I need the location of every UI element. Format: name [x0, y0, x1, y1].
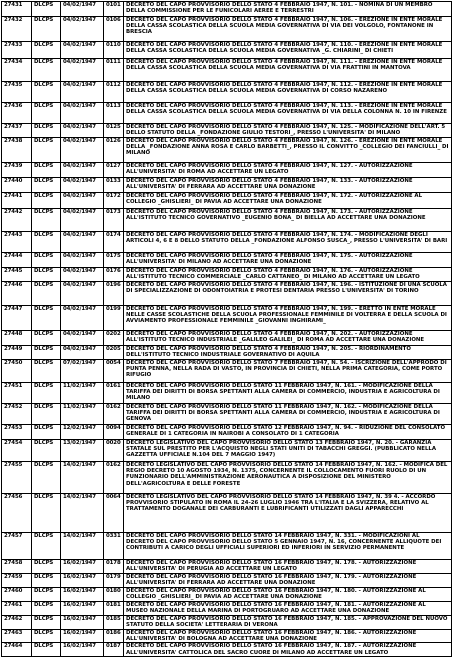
- act-date-cell: 04/02/1947: [61, 103, 104, 124]
- act-type-cell: DLCPS: [32, 425, 61, 440]
- act-date-cell: 04/02/1947: [61, 2, 104, 17]
- record-number-cell: 27454: [2, 440, 32, 462]
- table-row: [2, 282, 452, 306]
- act-number-cell: 0174: [104, 232, 124, 253]
- record-number-cell: 27464: [2, 643, 32, 657]
- record-number-cell: 27437: [2, 124, 32, 138]
- record-number-cell: 27436: [2, 103, 32, 124]
- table-row: [2, 232, 452, 253]
- act-description-cell: DECRETO LEGISLATIVO DEL CAPO PROVVISORIO DELLO STATO 14 FEBBRAIO 1947, N. 162. - MODIFICA DEL REGIO DECRETO 10 AGOSTO 1934, N. 1375, CONCERNENTE IL COLLOCAMENTO FUORI RUOLO DI UN FUNZIONARIO DELL'AMMINISTRAZIONE AERONAUTICA A DISPOSIZIONE DEL MINISTERO DELL'AGRICOLTURA E DELLE FORESTE: [124, 462, 452, 494]
- act-description-cell: DECRETO LEGISLATIVO DEL CAPO PROVVISORIO DELLO STATO 14 FEBBRAIO 1947, N. 39 4. - ACCORDO PROVVISORIO STIPULATO IN ROMA IL 24-26 LUGLIO 1946 TRA L'ITALIA E LA SVIZZERA, RELATIVO AL TRATTAMENTO DOGANALE DEI CARBURANTI E LUBRIFICANTI UTILIZZATI DAGLI APPARECCHI: [124, 494, 452, 533]
- act-type-cell: DLCPS: [32, 253, 61, 268]
- act-type-cell: DLCPS: [32, 103, 61, 124]
- act-date-cell: 04/02/1947: [61, 42, 104, 59]
- act-description-cell: DECRETO DEL CAPO PROVVISORIO DELLO STATO 4 FEBBRAIO 1947, N. 113. - EREZIONE IN ENTE MORALE DELLA CASSA SCOLASTICA DELLA SCUOLA MEDIA GOVERNATIVA DI VIA DELLA COLONNA N. 10 IN FIRENZE: [124, 103, 452, 124]
- act-number-cell: 0110: [104, 42, 124, 59]
- act-date-cell: 11/02/1947: [61, 404, 104, 425]
- act-description-cell: DECRETO DEL CAPO PROVVISORIO DELLO STATO 16 FEBBRAIO 1947, N. 186. - AUTORIZZAZIONE ALL'UNIVERSITA' DI BOLOGNA AD ACCETTARE UNA DONAZIONE: [124, 630, 452, 643]
- act-number-cell: 0125: [104, 124, 124, 138]
- table-row: [2, 209, 452, 232]
- record-number-cell: 27456: [2, 494, 32, 533]
- record-number-cell: 27451: [2, 383, 32, 404]
- record-number-cell: 27435: [2, 82, 32, 103]
- act-date-cell: 14/02/1947: [61, 494, 104, 533]
- table-row: [2, 494, 452, 533]
- act-description-cell: DECRETO DEL CAPO PROVVISORIO DELLO STATO 4 FEBBRAIO 1947, N. 101. - NOMINA DI UN MEMBRO DELLA COMMISSIONE PER LE FUNICOLARI AEREE E TERRESTRI: [124, 2, 452, 17]
- record-number-cell: 27440: [2, 178, 32, 193]
- act-date-cell: 04/02/1947: [61, 124, 104, 138]
- act-type-cell: DLCPS: [32, 59, 61, 82]
- table-row: [2, 138, 452, 163]
- act-description-cell: DECRETO DEL CAPO PROVVISORIO DELLO STATO 16 FEBBRAIO 1947, N. 181. - AUTORIZZAZIONE AL MUSEO NAZIONALE DELLA MARINA DI PORTOGRUARO AD ACCETTARE UNA DONAZIONE: [124, 602, 452, 616]
- act-type-cell: DLCPS: [32, 306, 61, 331]
- record-number-cell: 27461: [2, 602, 32, 616]
- act-type-cell: DLCPS: [32, 282, 61, 306]
- act-date-cell: 04/02/1947: [61, 178, 104, 193]
- act-type-cell: DLCPS: [32, 82, 61, 103]
- act-number-cell: 0175: [104, 253, 124, 268]
- act-type-cell: DLCPS: [32, 404, 61, 425]
- act-description-cell: DECRETO DEL CAPO PROVVISORIO DELLO STATO 4 FEBBRAIO 1947, N. 127. - AUTORIZZAZIONE ALL'UNIVERSITA' DI ROMA AD ACCETTARE UN LEGATO: [124, 163, 452, 178]
- table-row: [2, 643, 452, 657]
- act-number-cell: 0331: [104, 533, 124, 560]
- act-date-cell: 16/02/1947: [61, 643, 104, 657]
- act-description-cell: DECRETO DEL CAPO PROVVISORIO DELLO STATO 4 FEBBRAIO 1947, N. 175. - AUTORIZZAZIONE ALL'UNIVERSITA' DI MILANO AD ACCETTARE UNA DONAZIONE: [124, 253, 452, 268]
- record-number-cell: 27463: [2, 630, 32, 643]
- act-number-cell: 0106: [104, 17, 124, 42]
- record-number-cell: 27444: [2, 253, 32, 268]
- act-type-cell: DLCPS: [32, 346, 61, 360]
- act-type-cell: DLCPS: [32, 193, 61, 209]
- act-number-cell: 0054: [104, 360, 124, 383]
- act-description-cell: DECRETO DEL CAPO PROVVISORIO DELLO STATO 4 FEBBRAIO 1947, N. 110. - EREZIONE IN ENTE MORALE DELLA CASSA SCOLASTICA DELLA SCUOLA MEDIA GOVERNATIVA _G. CHIARINI_ DI CHIETI: [124, 42, 452, 59]
- record-number-cell: 27438: [2, 138, 32, 163]
- act-date-cell: 16/02/1947: [61, 630, 104, 643]
- table-row: [2, 560, 452, 574]
- act-type-cell: DLCPS: [32, 560, 61, 574]
- act-type-cell: DLCPS: [32, 462, 61, 494]
- registry-body: [2, 2, 452, 657]
- act-number-cell: 0199: [104, 306, 124, 331]
- act-description-cell: DECRETO DEL CAPO PROVVISORIO DELLO STATO 4 FEBBRAIO 1947, N. 172. - AUTORIZZAZIONE AL COLLEGIO _GHISLIERI_ DI PAVIA AD ACCETTARE UNA DONAZIONE: [124, 193, 452, 209]
- decree-registry-table: [1, 1, 452, 657]
- table-row: [2, 268, 452, 282]
- act-description-cell: DECRETO DEL CAPO PROVVISORIO DELLO STATO 12 FEBBRAIO 1947, N. 94. - RIDUZIONE DEL CONSOLATO GENERALE DI 1 CATEGORIA IN NAIROBI A CONSOLATO DI 1 CATEGORIA: [124, 425, 452, 440]
- act-description-cell: DECRETO DEL CAPO PROVVISORIO DELLO STATO 16 FEBBRAIO 1947, N. 178. - AUTORIZZAZIONE ALL'UNIVERSITA' DI PERUGIA AD ACCETTARE UN LEGATO: [124, 560, 452, 574]
- record-number-cell: 27457: [2, 533, 32, 560]
- act-type-cell: DLCPS: [32, 494, 61, 533]
- act-date-cell: 16/02/1947: [61, 588, 104, 602]
- record-number-cell: 27442: [2, 209, 32, 232]
- table-row: [2, 2, 452, 17]
- act-type-cell: DLCPS: [32, 630, 61, 643]
- act-date-cell: 04/02/1947: [61, 59, 104, 82]
- act-date-cell: 04/02/1947: [61, 193, 104, 209]
- act-description-cell: DECRETO DEL CAPO PROVVISORIO DELLO STATO 11 FEBBRAIO 1947, N. 162. - MODIFICAZIONE DELLA TARIFFA DEI DIRITTI DI BORSA SPETTANTI ALLA CAMERA DI COMMERCIO, INDUSTRIA E AGRICOLTURA DI GENOVA: [124, 404, 452, 425]
- act-number-cell: 0181: [104, 602, 124, 616]
- table-row: [2, 404, 452, 425]
- act-date-cell: 04/02/1947: [61, 209, 104, 232]
- act-date-cell: 04/02/1947: [61, 282, 104, 306]
- act-number-cell: 0094: [104, 425, 124, 440]
- act-type-cell: DLCPS: [32, 602, 61, 616]
- act-number-cell: 0176: [104, 268, 124, 282]
- act-number-cell: 0161: [104, 383, 124, 404]
- act-type-cell: DLCPS: [32, 163, 61, 178]
- act-type-cell: DLCPS: [32, 138, 61, 163]
- act-number-cell: 0113: [104, 103, 124, 124]
- act-date-cell: 16/02/1947: [61, 602, 104, 616]
- act-type-cell: DLCPS: [32, 616, 61, 630]
- act-date-cell: 11/02/1947: [61, 383, 104, 404]
- act-number-cell: 0180: [104, 588, 124, 602]
- act-number-cell: 0187: [104, 643, 124, 657]
- act-date-cell: 12/02/1947: [61, 425, 104, 440]
- act-number-cell: 0111: [104, 59, 124, 82]
- record-number-cell: 27445: [2, 268, 32, 282]
- record-number-cell: 27434: [2, 59, 32, 82]
- table-row: [2, 588, 452, 602]
- act-date-cell: 16/02/1947: [61, 560, 104, 574]
- table-row: [2, 425, 452, 440]
- act-description-cell: DECRETO DEL CAPO PROVVISORIO DELLO STATO 4 FEBBRAIO 1947, N. 202. - AUTORIZZAZIONE ALL'ISTITUTO TECNICO INDUSTRIALE _GALILEO GALILEI_ DI ROMA AD ACCETTARE UNA DONAZIONE: [124, 331, 452, 346]
- record-number-cell: 27431: [2, 2, 32, 17]
- act-type-cell: DLCPS: [32, 574, 61, 588]
- act-description-cell: DECRETO DEL CAPO PROVVISORIO DELLO STATO 4 FEBBRAIO 1947, N. 126. - EREZIONE IN ENTE MORALE DELLA _FONDAZIONE ANNA ROSA E CARLO BARBETTI_, PRESSO IL CONVITTO _COLLEGIO DEI FANCIULLI_ DI MILANO: [124, 138, 452, 163]
- table-row: [2, 383, 452, 404]
- act-date-cell: 04/02/1947: [61, 331, 104, 346]
- table-row: [2, 533, 452, 560]
- table-row: [2, 602, 452, 616]
- act-type-cell: DLCPS: [32, 643, 61, 657]
- table-row: [2, 462, 452, 494]
- act-date-cell: 04/02/1947: [61, 268, 104, 282]
- record-number-cell: 27459: [2, 574, 32, 588]
- act-type-cell: DLCPS: [32, 360, 61, 383]
- act-date-cell: 04/02/1947: [61, 163, 104, 178]
- act-description-cell: DECRETO DEL CAPO PROVVISORIO DELLO STATO 7 FEBBRAIO 1947, N. 54. - ISCRIZIONE DELL'APPRODO DI PUNTA PENNA, NELLA RADA DI VASTO, IN PROVINCIA DI CHIETI, NELLA PRIMA CATEGORIA, COME PORTO RIFUGIO: [124, 360, 452, 383]
- act-number-cell: 0126: [104, 138, 124, 163]
- act-number-cell: 0202: [104, 331, 124, 346]
- act-description-cell: DECRETO DEL CAPO PROVVISORIO DELLO STATO 4 FEBBRAIO 1947, N. 125. - MODIFICAZIONE DELL'ART. 5 DELLO STATUTO DELLA _FONDAZIONE GIULIO TESTORI_, PRESSO L'UNIVERSITA' DI MILANO: [124, 124, 452, 138]
- act-type-cell: DLCPS: [32, 331, 61, 346]
- record-number-cell: 27452: [2, 404, 32, 425]
- act-number-cell: 0127: [104, 163, 124, 178]
- act-description-cell: DECRETO DEL CAPO PROVVISORIO DELLO STATO 4 FEBBRAIO 1947, N. 133. - AUTORIZZAZIONE ALL'UNIVERSITA' DI FERRARA AD ACCETTARE UNA DONAZIONE: [124, 178, 452, 193]
- table-row: [2, 574, 452, 588]
- act-number-cell: 0185: [104, 616, 124, 630]
- table-row: [2, 82, 452, 103]
- table-row: [2, 103, 452, 124]
- act-description-cell: DECRETO DEL CAPO PROVVISORIO DELLO STATO 14 FEBBRAIO 1947, N. 331. - MODIFICAZIONI AL DECRETO DEL CAPO PROVVISORIO DELLO STATO 5 GENNAIO 1947, N. 16, CONCERNENTE ALLIQUOTE DEI CONTRIBUTI A CARICO DEGLI UFFICIALI SUPERIORI ED INFERIORI IN SERVIZIO PERMANENTE: [124, 533, 452, 560]
- act-date-cell: 04/02/1947: [61, 232, 104, 253]
- act-date-cell: 14/02/1947: [61, 533, 104, 560]
- act-description-cell: DECRETO DEL CAPO PROVVISORIO DELLO STATO 16 FEBBRAIO 1947, N. 187. - AUTORIZZAZIONE ALL'UNIVERSITA' CATTOLICA DEL SACRO CUORE DI MILANO AD ACCETTARE UN LEGATO: [124, 643, 452, 657]
- table-row: [2, 178, 452, 193]
- act-date-cell: 04/02/1947: [61, 17, 104, 42]
- act-description-cell: DECRETO DEL CAPO PROVVISORIO DELLO STATO 4 FEBBRAIO 1947, N. 173. - AUTORIZZAZIONE ALL'ISTITUTO TECNICO GOVERNATIVO _EUGENIO BONA_ DI BIELLA AD ACCETTARE UNA DONAZIONE: [124, 209, 452, 232]
- record-number-cell: 27453: [2, 425, 32, 440]
- act-number-cell: 0196: [104, 282, 124, 306]
- table-row: [2, 42, 452, 59]
- record-number-cell: 27433: [2, 42, 32, 59]
- act-description-cell: DECRETO DEL CAPO PROVVISORIO DELLO STATO 4 FEBBRAIO 1947, N. 196. - ISTITUZIONE DI UNA SCUOLA DI SPECIALIZZAZIONE DI ODONTOIATRIA E PROTESI DENTARIA PRESSO L'UNIVERSITA' DI TORINO: [124, 282, 452, 306]
- act-type-cell: DLCPS: [32, 2, 61, 17]
- act-date-cell: 13/02/1947: [61, 440, 104, 462]
- act-date-cell: 16/02/1947: [61, 616, 104, 630]
- act-description-cell: DECRETO DEL CAPO PROVVISORIO DELLO STATO 16 FEBBRAIO 1947, N. 180. - AUTORIZZAZIONE AL COLLEGIO _GHISLIERI_ DI PAVIA AD ACCETTARE UNA DONAZIONE: [124, 588, 452, 602]
- act-type-cell: DLCPS: [32, 178, 61, 193]
- record-number-cell: 27460: [2, 588, 32, 602]
- act-type-cell: DLCPS: [32, 42, 61, 59]
- record-number-cell: 27441: [2, 193, 32, 209]
- table-row: [2, 163, 452, 178]
- act-description-cell: DECRETO DEL CAPO PROVVISORIO DELLO STATO 4 FEBBRAIO 1947, N. 199. - ERETTO IN ENTE MORALE NELLE CASSE SCOLASTICHE DELLA SCUOLA PROFESSIONALE FEMMINILE DI VOLTERRA E DELLA SCUOLA DI AVVIAMENTO PROFESSIONALE FEMMINILE _GIOVANNI INGHIRAMI_: [124, 306, 452, 331]
- act-date-cell: 14/02/1947: [61, 462, 104, 494]
- act-number-cell: 0178: [104, 560, 124, 574]
- table-row: [2, 440, 452, 462]
- act-date-cell: 04/02/1947: [61, 82, 104, 103]
- act-number-cell: 0101: [104, 2, 124, 17]
- act-date-cell: 04/02/1947: [61, 253, 104, 268]
- table-row: [2, 630, 452, 643]
- act-type-cell: DLCPS: [32, 588, 61, 602]
- act-description-cell: DECRETO LEGISLATIVO DEL CAPO PROVVISORIO DELLO STATO 13 FEBBRAIO 1947, N. 20. - GARANZIA STATALE SUL PRESTITO PER L'ACQUISTO NEGLI STATI UNITI DI TABACCHI GREGGI. (PUBBLICATO NELLA GAZZETTA UFFICIALE N.104 DEL 7 MAGGIO 1947): [124, 440, 452, 462]
- table-row: [2, 124, 452, 138]
- act-description-cell: DECRETO DEL CAPO PROVVISORIO DELLO STATO 4 FEBBRAIO 1947, N. 174. - MODIFICAZIONE DEGLI ARTICOLI 4, 6 E 8 DELLO STATUTO DELLA _FONDAZIONE ALFONSO SUSCA_, PRESSO L'UNIVERSITA' DI BARI: [124, 232, 452, 253]
- act-date-cell: 04/02/1947: [61, 346, 104, 360]
- table-row: [2, 17, 452, 42]
- record-number-cell: 27447: [2, 306, 32, 331]
- act-description-cell: DECRETO DEL CAPO PROVVISORIO DELLO STATO 4 FEBBRAIO 1947, N. 106. - EREZIONE IN ENTE MORALE DELLA CASSA SCOLASTICA DELLA SCUOLA MEDIA GOVERNATIVA DI VIA DEI VOLGOLO, FONTANONE IN BRESCIA: [124, 17, 452, 42]
- table-row: [2, 306, 452, 331]
- table-row: [2, 346, 452, 360]
- table-row: [2, 360, 452, 383]
- act-type-cell: DLCPS: [32, 268, 61, 282]
- table-row: [2, 193, 452, 209]
- act-date-cell: 16/02/1947: [61, 574, 104, 588]
- act-description-cell: DECRETO DEL CAPO PROVVISORIO DELLO STATO 4 FEBBRAIO 1947, N. 112. - EREZIONE IN ENTE MORALE DELLA CASSA SCOLASTICA DELLA SCUOLA MEDIA GOVERNATIVA DI CORSO NAZARENO: [124, 82, 452, 103]
- act-date-cell: 07/02/1947: [61, 360, 104, 383]
- act-number-cell: 0112: [104, 82, 124, 103]
- act-type-cell: DLCPS: [32, 533, 61, 560]
- record-number-cell: 27462: [2, 616, 32, 630]
- act-type-cell: DLCPS: [32, 17, 61, 42]
- act-description-cell: DECRETO DEL CAPO PROVVISORIO DELLO STATO 4 FEBBRAIO 1947, N. 111. - EREZIONE IN ENTE MORALE DELLA CASSA SCOLASTICA DELLA SCUOLA MEDIA GOVERNATIVA DI VIA FRATTINI IN MANTOVA: [124, 59, 452, 82]
- act-number-cell: 0172: [104, 193, 124, 209]
- act-number-cell: 0133: [104, 178, 124, 193]
- act-number-cell: 0020: [104, 440, 124, 462]
- act-description-cell: DECRETO DEL CAPO PROVVISORIO DELLO STATO 4 FEBBRAIO 1947, N. 205. - RIORDINAMENTO DELL'ISTITUTO TECNICO INDUSTRIALE GOVERNATIVO DI AQUILA: [124, 346, 452, 360]
- table-row: [2, 616, 452, 630]
- act-number-cell: 0205: [104, 346, 124, 360]
- act-date-cell: 04/02/1947: [61, 306, 104, 331]
- act-description-cell: DECRETO DEL CAPO PROVVISORIO DELLO STATO 16 FEBBRAIO 1947, N. 179. - AUTORIZZAZIONE ALL'UNIVERSITA' DI FERRARA AD ACCETTARE UNA DONAZIONE: [124, 574, 452, 588]
- record-number-cell: 27455: [2, 462, 32, 494]
- act-number-cell: 0186: [104, 630, 124, 643]
- act-description-cell: DECRETO DEL CAPO PROVVISORIO DELLO STATO 11 FEBBRAIO 1947, N. 161. - MODIFICAZIONE DELLA TARIFFA DEI DIRITTI DI BORSA SPETTANTI ALLA CAMERA DI COMMERCIO, INDUSTRIA E AGRICOLTURA DI MILANO: [124, 383, 452, 404]
- act-type-cell: DLCPS: [32, 440, 61, 462]
- act-description-cell: DECRETO DEL CAPO PROVVISORIO DELLO STATO 4 FEBBRAIO 1947, N. 176. - AUTORIZZAZIONE ALL'ISTITUTO TECNICO COMMERCIALE _CARLO CATTANEO_ DI MILANO AD ACCETTARE UN LEGATO: [124, 268, 452, 282]
- act-type-cell: DLCPS: [32, 232, 61, 253]
- record-number-cell: 27432: [2, 17, 32, 42]
- record-number-cell: 27446: [2, 282, 32, 306]
- record-number-cell: 27449: [2, 346, 32, 360]
- act-description-cell: DECRETO DEL CAPO PROVVISORIO DELLO STATO 16 FEBBRAIO 1947, N. 185. - APPROVAZIONE DEL NUOVO STATUTO DELLA SOCIETA' LETTERARIA DI VERONA: [124, 616, 452, 630]
- record-number-cell: 27443: [2, 232, 32, 253]
- table-row: [2, 253, 452, 268]
- act-number-cell: 0162: [104, 462, 124, 494]
- record-number-cell: 27439: [2, 163, 32, 178]
- act-type-cell: DLCPS: [32, 124, 61, 138]
- record-number-cell: 27448: [2, 331, 32, 346]
- act-number-cell: 0179: [104, 574, 124, 588]
- table-row: [2, 331, 452, 346]
- act-type-cell: DLCPS: [32, 209, 61, 232]
- table-row: [2, 59, 452, 82]
- act-number-cell: 0173: [104, 209, 124, 232]
- act-date-cell: 04/02/1947: [61, 138, 104, 163]
- act-number-cell: 0064: [104, 494, 124, 533]
- record-number-cell: 27458: [2, 560, 32, 574]
- record-number-cell: 27450: [2, 360, 32, 383]
- act-number-cell: 0162: [104, 404, 124, 425]
- act-type-cell: DLCPS: [32, 383, 61, 404]
